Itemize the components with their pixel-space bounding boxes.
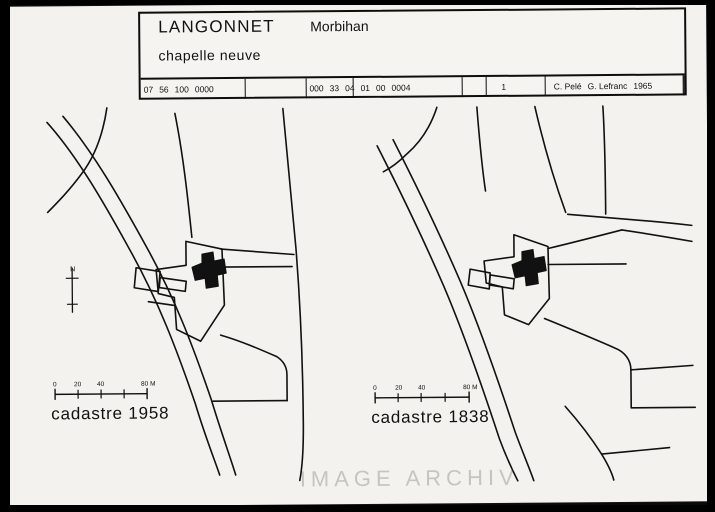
code-2: 56	[159, 84, 169, 95]
code-6: 33	[329, 83, 340, 94]
scale-left-tick-0: 0	[52, 381, 57, 389]
scale-left-end: 80 M	[140, 380, 156, 388]
code-7: 04	[345, 83, 355, 94]
scale-left-tick-40: 40	[96, 380, 105, 389]
scale-right-tick-0: 0	[373, 384, 377, 392]
code-10: 0004	[391, 82, 411, 93]
photographed-plan-sheet	[6, 1, 710, 506]
survey-year: 1965	[633, 80, 653, 91]
blank-cell	[684, 75, 685, 95]
film-edge-left	[0, 0, 10, 512]
code-3: 100	[174, 84, 189, 95]
title-cartouche	[138, 7, 687, 99]
plate-number: 1	[463, 77, 546, 98]
cartouche-title-row	[140, 9, 685, 79]
code-1: 07	[143, 84, 154, 95]
film-edge-top	[0, 0, 715, 5]
cartouche-code-row	[141, 75, 685, 99]
code-group	[141, 78, 307, 99]
code-group-2	[306, 77, 463, 98]
scale-right-tick-40: 40	[418, 384, 426, 392]
commune-name: LANGONNET	[158, 16, 275, 37]
code-4: 0000	[194, 84, 214, 95]
film-edge-bottom	[0, 505, 715, 512]
caption-cadastre-1838: cadastre 1838	[371, 406, 490, 427]
code-8: 01	[360, 82, 371, 93]
scale-right-tick-20: 20	[395, 384, 403, 392]
code-5: 000	[309, 83, 324, 94]
department-name: Morbihan	[310, 17, 369, 35]
site-subtitle: chapelle neuve	[158, 46, 262, 64]
code-9: 00	[375, 82, 386, 93]
authors-cell	[546, 75, 684, 96]
scale-left-tick-20: 20	[73, 381, 82, 389]
archive-watermark: IMAGE ARCHIV	[299, 464, 519, 492]
north-arrow-label: N	[70, 266, 76, 274]
caption-cadastre-1958: cadastre 1958	[51, 403, 170, 424]
scale-right-end: 80 M	[463, 384, 478, 392]
film-edge-right	[707, 0, 715, 512]
author-1: C. Pelé	[553, 81, 582, 92]
author-2: G. Lefranc	[587, 80, 628, 92]
